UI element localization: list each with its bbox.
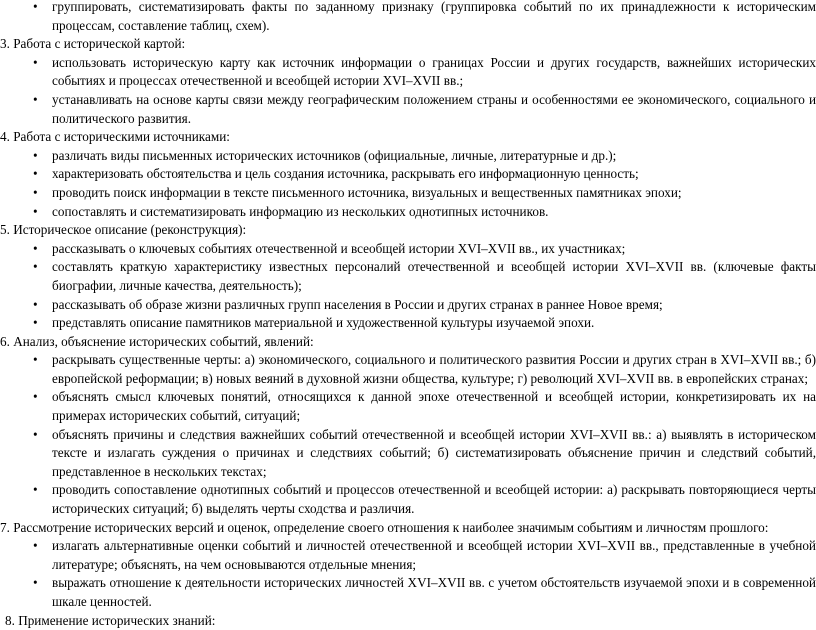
list-item (0, 388, 816, 425)
list-item-text: различать виды письменных исторических источников (официальные, личные, литературные и др.); (52, 147, 617, 163)
list-item-text: объяснять смысл ключевых понятий, относящихся к данной эпохе отечественной и всеобщей истории, конкретизировать их на примерах исторических событий, ситуаций; (52, 389, 816, 424)
list-item (0, 165, 816, 184)
bullet-icon: • (33, 91, 38, 107)
section-heading (0, 333, 816, 352)
list-item-text: проводить сопоставление однотипных событий и процессов отечественной и всеобщей истории: а) раскрывать повторяющиеся черты исторических ситуаций; б) выделять черты сходства и различия. (52, 482, 816, 517)
bullet-icon: • (33, 389, 38, 405)
list-item (0, 481, 816, 518)
heading-text: 7. Рассмотрение исторических версий и оценок, определение своего отношения к наиболее значимым событиям и личностям прошлого: (0, 519, 769, 535)
list-item-text: раскрывать существенные черты: а) экономического, социального и политического развития России и других стран в XVI–XVII вв.; б) европейской реформации; в) новых веяний в духовной жизни общества, культуре; г) революций XVI–XVII вв. в европейских странах; (52, 352, 816, 386)
bullet-icon: • (33, 54, 38, 70)
bullet-icon: • (33, 184, 38, 200)
bullet-icon: • (33, 147, 38, 163)
section-heading (0, 612, 816, 630)
list-item (0, 537, 816, 574)
heading-text: 6. Анализ, объяснение исторических событий, явлений: (0, 333, 314, 349)
section-heading (0, 221, 816, 240)
bullet-icon: • (33, 296, 38, 312)
bullet-icon: • (33, 426, 38, 442)
bullet-icon: • (33, 240, 38, 256)
bullet-icon: • (33, 259, 38, 275)
list-item (0, 91, 816, 128)
list-item-text: группировать, систематизировать факты по заданному признаку (группировка событий по их принадлежности к историческим процессам, составление таблиц, схем). (52, 0, 816, 33)
section-heading (0, 35, 816, 54)
heading-text: 5. Историческое описание (реконструкция): (0, 222, 247, 238)
bullet-icon: • (33, 352, 38, 368)
list-item-text: характеризовать обстоятельства и цель создания источника, раскрывать его информационную ценность; (52, 166, 639, 182)
bullet-icon: • (33, 538, 38, 554)
heading-text: 3. Работа с исторической картой: (0, 36, 186, 52)
list-item-text: объяснять причины и следствия важнейших событий отечественной и всеобщей истории XVI–XVII вв.: а) выявлять в историческом тексте и излагать суждения о причинах и следствиях событий; б) систематизировать объяснение причин и следствий событий, представленное в нескольких текстах; (52, 426, 816, 479)
list-item (0, 314, 816, 333)
list-item (0, 147, 816, 166)
list-item-text: излагать альтернативные оценки событий и личностей отечественной и всеобщей истории XVI–XVII вв., представленные в учебной литературе; объяснять, на чем основываются отдельные мнения; (52, 538, 816, 572)
section-heading (0, 519, 816, 538)
bullet-icon: • (33, 482, 38, 498)
list-item-text: представлять описание памятников материальной и художественной культуры изучаемой эпохи. (52, 315, 595, 331)
bullet-icon: • (33, 0, 38, 14)
list-item (0, 351, 816, 388)
bullet-icon: • (33, 166, 38, 182)
heading-text: 4. Работа с историческими источниками: (0, 129, 230, 145)
list-item (0, 426, 816, 482)
bullet-icon: • (33, 203, 38, 219)
list-item (0, 0, 816, 35)
list-item (0, 240, 816, 259)
heading-text: 8. Применение исторических знаний: (5, 612, 216, 628)
list-item (0, 184, 816, 203)
list-item (0, 574, 816, 611)
list-item (0, 203, 816, 222)
list-item-text: использовать историческую карту как источник информации о границах России и других государств, важнейших исторических событиях и процессах отечественной и всеобщей истории XVI–XVII вв.; (52, 54, 816, 89)
bullet-icon: • (33, 315, 38, 331)
list-item-text: рассказывать о ключевых событиях отечественной и всеобщей истории XVI–XVII вв., их участниках; (52, 240, 626, 256)
list-item-text: выражать отношение к деятельности исторических личностей XVI–XVII вв. с учетом обстоятельств изучаемой эпохи и в современной шкале ценностей. (52, 575, 816, 609)
section-heading (0, 128, 816, 147)
bullet-icon: • (33, 575, 38, 591)
list-item-text: проводить поиск информации в тексте письменного источника, визуальных и вещественных памятниках эпохи; (52, 184, 682, 200)
list-item (0, 54, 816, 91)
list-item-text: рассказывать об образе жизни различных групп населения в России и других странах в раннее Новое время; (52, 296, 663, 312)
list-item (0, 258, 816, 295)
list-item (0, 296, 816, 315)
list-item-text: устанавливать на основе карты связи между географическим положением страны и особенностями ее экономического, социального и политического развития. (52, 91, 816, 126)
list-item-text: сопоставлять и систематизировать информацию из нескольких однотипных источников. (52, 203, 549, 219)
list-item-text: составлять краткую характеристику известных персоналий отечественной и всеобщей истории XVI–XVII вв. (ключевые факты биографии, личные качества, деятельность); (52, 259, 816, 293)
